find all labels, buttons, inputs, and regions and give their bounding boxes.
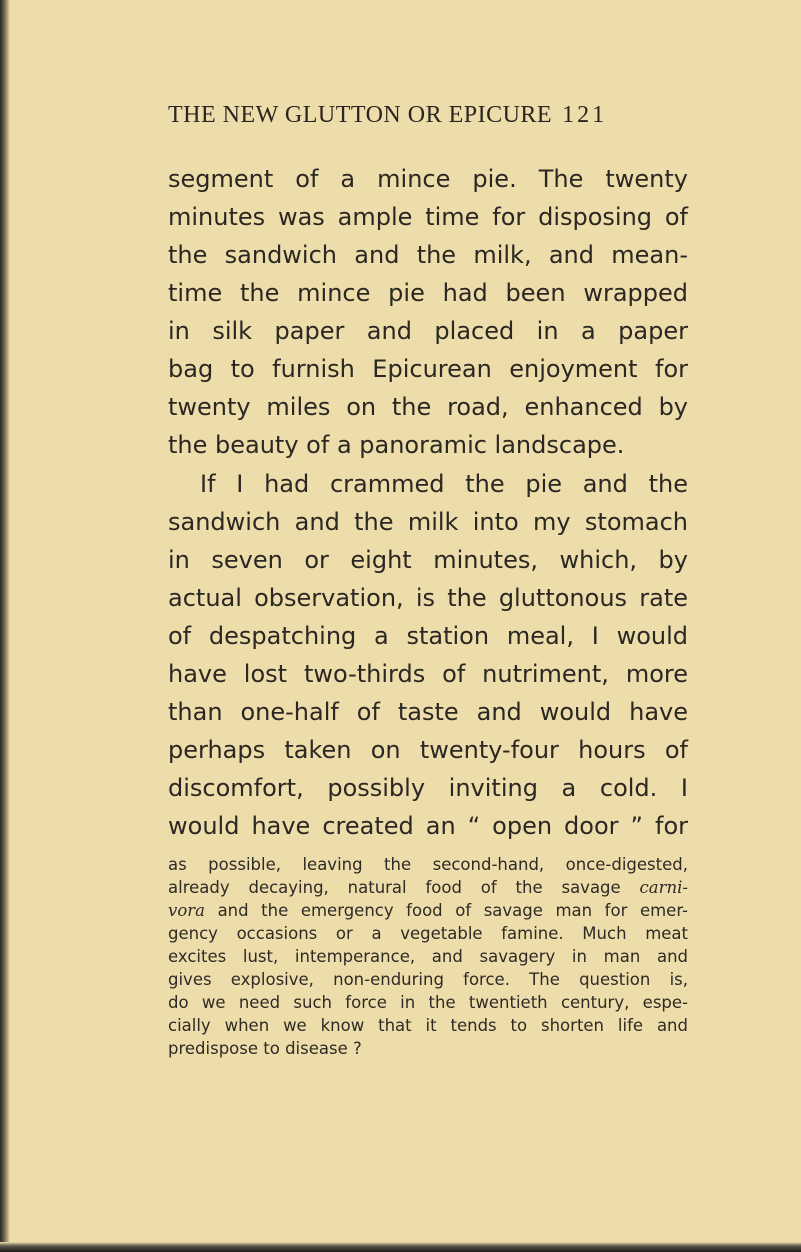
footnote-line: predispose to disease ? bbox=[168, 1039, 362, 1058]
body-line: have lost two-thirds of nutriment, more bbox=[168, 660, 688, 688]
footnote-text: already decaying, natural food of the savage bbox=[168, 878, 621, 897]
page-number: 121 bbox=[562, 102, 608, 128]
body-line: twenty miles on the road, enhanced by bbox=[168, 393, 688, 421]
body-line: the beauty of a panoramic landscape. bbox=[168, 431, 625, 459]
body-line: If I had crammed the pie and the bbox=[200, 470, 688, 498]
footnote-italic-term: carni- bbox=[639, 878, 688, 897]
running-title: THE NEW GLUTTON OR EPICURE bbox=[168, 102, 553, 128]
body-line: in seven or eight minutes, which, by bbox=[168, 546, 688, 574]
footnote-line bbox=[168, 899, 688, 922]
body-line: perhaps taken on twenty-four hours of bbox=[168, 736, 688, 764]
footnote-line: as possible, leaving the second-hand, once-digested, bbox=[168, 855, 688, 874]
footnote-line: gives explosive, non-enduring force. The question is, bbox=[168, 970, 688, 989]
page-gutter-shadow bbox=[0, 0, 10, 1252]
footnote-text: and the emergency food of savage man for emer- bbox=[217, 901, 688, 920]
footnote-line: excites lust, intemperance, and savagery in man and bbox=[168, 947, 688, 966]
body-line: segment of a mince pie. The twenty bbox=[168, 165, 688, 193]
page-bottom-edge bbox=[0, 1242, 801, 1252]
body-line: would have created an “ open door ” for bbox=[168, 812, 688, 840]
body-line: bag to furnish Epicurean enjoyment for bbox=[168, 355, 688, 383]
body-line: the sandwich and the milk, and mean- bbox=[168, 241, 688, 269]
footnote-line bbox=[168, 876, 688, 899]
body-line: sandwich and the milk into my stomach bbox=[168, 508, 688, 536]
footnote-italic-term: vora bbox=[168, 901, 205, 920]
running-head bbox=[168, 100, 688, 130]
body-line: of despatching a station meal, I would bbox=[168, 622, 688, 650]
body-line: than one-half of taste and would have bbox=[168, 698, 688, 726]
body-line: in silk paper and placed in a paper bbox=[168, 317, 688, 345]
body-line: time the mince pie had been wrapped bbox=[168, 279, 688, 307]
body-line: minutes was ample time for disposing of bbox=[168, 203, 688, 231]
footnote-line: do we need such force in the twentieth century, espe- bbox=[168, 993, 688, 1012]
footnote-line: gency occasions or a vegetable famine. Much meat bbox=[168, 924, 688, 943]
body-line: discomfort, possibly inviting a cold. I bbox=[168, 774, 688, 802]
footnote-line: cially when we know that it tends to shorten life and bbox=[168, 1016, 688, 1035]
body-line: actual observation, is the gluttonous rate bbox=[168, 584, 688, 612]
